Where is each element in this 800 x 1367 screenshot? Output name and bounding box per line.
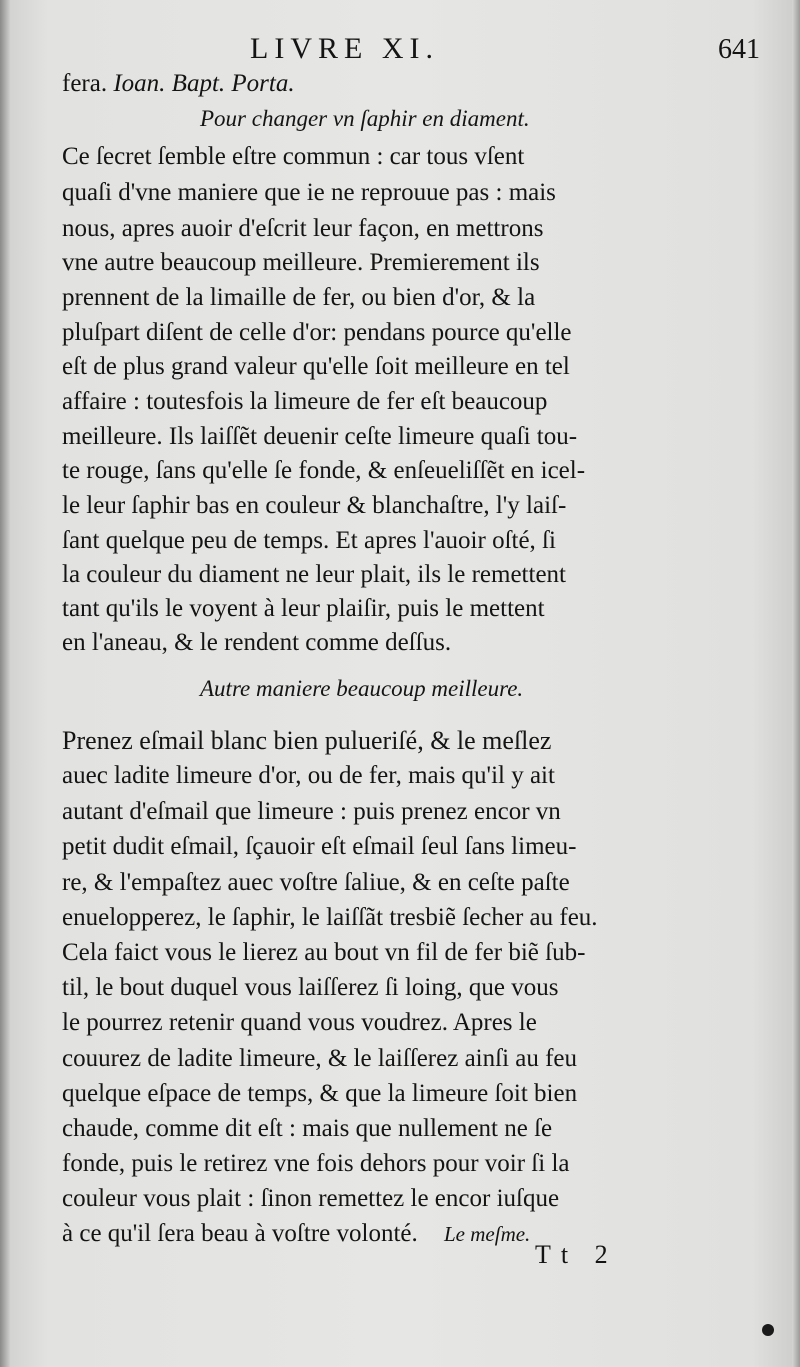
- attribution-prefix: fera.: [62, 70, 108, 97]
- attribution-line: [62, 70, 295, 98]
- text-line: la couleur du diament ne leur plait, ils le remettent: [62, 561, 566, 588]
- text-line: le leur ſaphir bas en couleur & blanchaſtre, l'y laiſ-: [62, 492, 567, 519]
- text-line: en l'aneau, & le rendent comme deſſus.: [62, 629, 452, 656]
- closing-author: Le meſme.: [444, 1222, 531, 1246]
- text-line-content: à ce qu'il ſera beau à voſtre volonté.: [62, 1220, 418, 1247]
- page-edge-shadow: [792, 0, 800, 1367]
- text-line: auec ladite limeure d'or, ou de fer, mais qu'il y ait: [62, 762, 555, 789]
- section-heading-autre: Autre maniere beaucoup meilleure.: [200, 676, 524, 701]
- text-line: Prenez eſmail blanc bien pulueriſé, & le meſlez: [62, 726, 552, 755]
- text-line: Cela faict vous le lierez au bout vn fil de fer biẽ ſub-: [62, 939, 586, 966]
- text-line: pluſpart diſent de celle d'or: pendans pource qu'elle: [62, 319, 572, 346]
- text-line: nous, apres auoir d'eſcrit leur façon, en mettrons: [62, 215, 544, 242]
- ink-spot: [762, 1324, 774, 1336]
- text-line: Ce ſecret ſemble eſtre commun : car tous vſent: [62, 143, 525, 170]
- binding-shadow: [0, 0, 10, 1367]
- text-line: tant qu'ils le voyent à leur plaiſir, puis le mettent: [62, 595, 545, 622]
- text-line: autant d'eſmail que limeure : puis prenez encor vn: [62, 798, 561, 825]
- text-line: quaſi d'vne maniere que ie ne reprouue pas : mais: [62, 179, 556, 206]
- text-line: meilleure. Ils laiſſẽt deuenir ceſte limeure quaſi tou-: [62, 423, 578, 450]
- text-line-last: [62, 1217, 738, 1251]
- text-line: vne autre beaucoup meilleure. Premierement ils: [62, 249, 540, 276]
- text-line: chaude, comme dit eſt : mais que nullement ne ſe: [62, 1115, 553, 1142]
- running-head: LIVRE XI.: [250, 32, 439, 65]
- text-line: le pourrez retenir quand vous voudrez. Apres le: [62, 1009, 537, 1036]
- text-line: couleur vous plait : ſinon remettez le encor iuſque: [62, 1185, 560, 1212]
- text-line: affaire : toutesfois la limeure de fer eſt beaucoup: [62, 388, 548, 415]
- section-heading-saphir: Pour changer vn ſaphir en diament.: [200, 106, 530, 131]
- signature-mark: Tt 2: [535, 1240, 618, 1269]
- text-line: couurez de ladite limeure, & le laiſſerez ainſi au feu: [62, 1045, 578, 1072]
- text-line: enuelopperez, le ſaphir, le laiſſãt tresbiẽ ſecher au feu.: [62, 904, 598, 931]
- text-line: ſant quelque peu de temps. Et apres l'auoir oſté, ſi: [62, 527, 556, 554]
- text-line: eſt de plus grand valeur qu'elle ſoit meilleure en tel: [62, 353, 570, 380]
- text-line: petit dudit eſmail, ſçauoir eſt eſmail ſeul ſans limeu-: [62, 833, 577, 860]
- text-line: te rouge, ſans qu'elle ſe fonde, & enſeueliſſẽt en icel-: [62, 457, 586, 484]
- text-line: prennent de la limaille de fer, ou bien d'or, & la: [62, 284, 536, 311]
- text-line: til, le bout duquel vous laiſſerez ſi loing, que vous: [62, 974, 559, 1001]
- text-line: re, & l'empaſtez auec voſtre ſaliue, & en ceſte paſte: [62, 869, 570, 896]
- text-line: fonde, puis le retirez vne fois dehors pour voir ſi la: [62, 1150, 570, 1177]
- text-line: quelque eſpace de temps, & que la limeure ſoit bien: [62, 1080, 578, 1107]
- attribution-author: Ioan. Bapt. Porta.: [113, 70, 295, 97]
- page-number: 641: [718, 34, 760, 65]
